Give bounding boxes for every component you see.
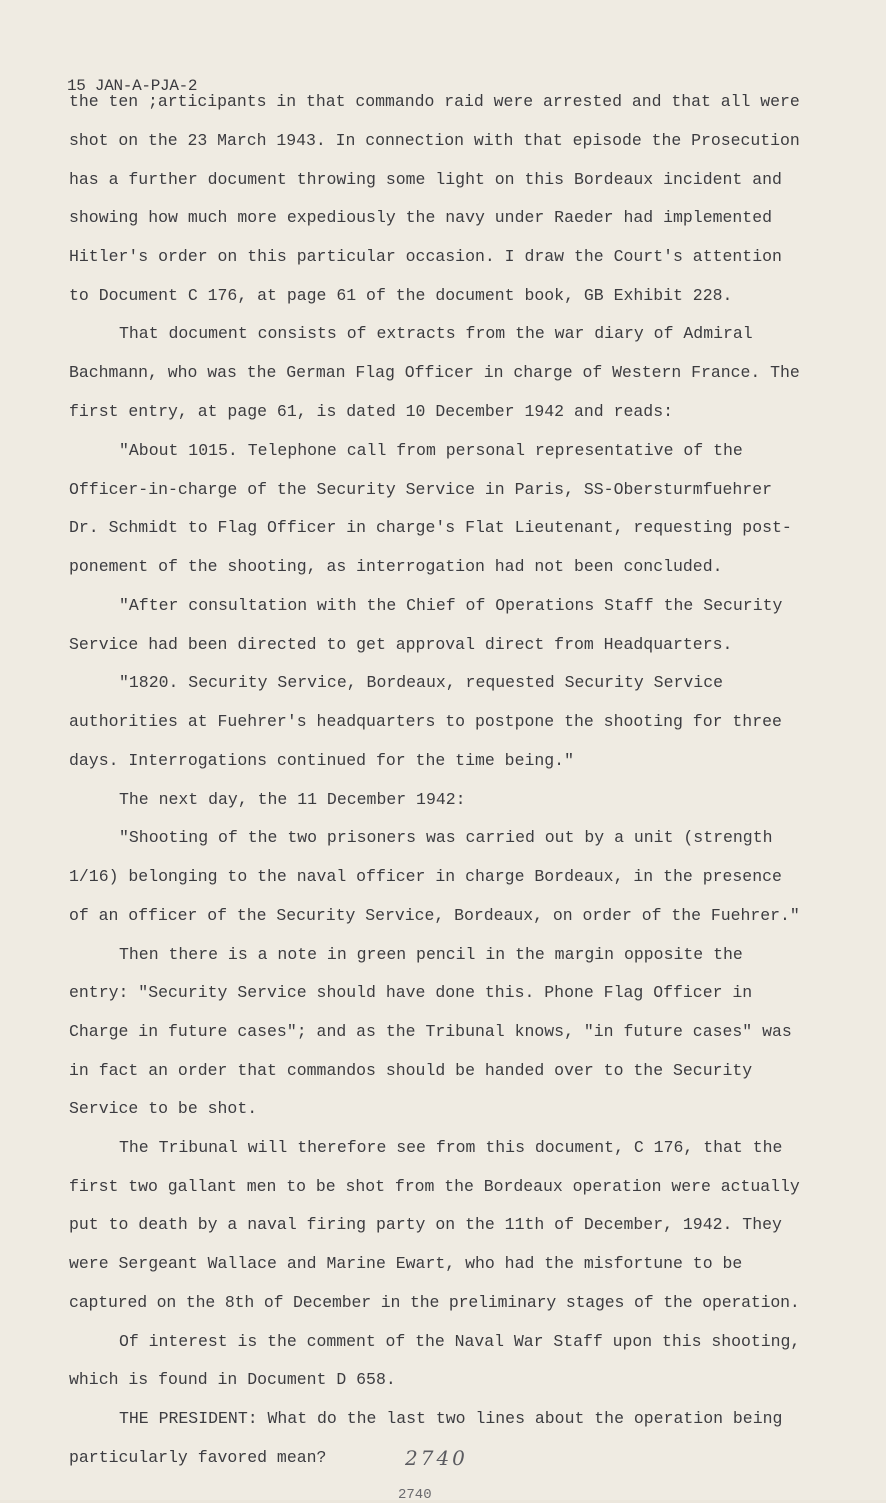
text-line: "1820. Security Service, Bordeaux, requested Security Service xyxy=(119,673,723,692)
text-line: which is found in Document D 658. xyxy=(69,1370,396,1389)
text-line: of an officer of the Security Service, Bordeaux, on order of the Fuehrer." xyxy=(69,906,800,925)
text-line: "About 1015. Telephone call from personal representative of the xyxy=(119,441,743,460)
page-header: 15 JAN-A-PJA-2 xyxy=(67,77,198,95)
text-line: captured on the 8th of December in the preliminary stages of the operation. xyxy=(69,1293,800,1312)
text-line: were Sergeant Wallace and Marine Ewart, who had the misfortune to be xyxy=(69,1254,743,1273)
text-line: the ten ;articipants in that commando raid were arrested and that all were xyxy=(69,92,800,111)
text-line: has a further document throwing some light on this Bordeaux incident and xyxy=(69,170,782,189)
text-line: particularly favored mean? xyxy=(69,1448,327,1467)
text-line: days. Interrogations continued for the time being." xyxy=(69,751,574,770)
handwritten-page-number: 2740 xyxy=(405,1446,468,1470)
text-line: The Tribunal will therefore see from this document, C 176, that the xyxy=(119,1138,783,1157)
text-line: Service had been directed to get approval direct from Headquarters. xyxy=(69,635,733,654)
text-line: THE PRESIDENT: What do the last two lines about the operation being xyxy=(119,1409,783,1428)
text-line: The next day, the 11 December 1942: xyxy=(119,790,466,809)
text-line: "Shooting of the two prisoners was carried out by a unit (strength xyxy=(119,828,773,847)
text-line: entry: "Security Service should have done this. Phone Flag Officer in xyxy=(69,983,753,1002)
text-line: first two gallant men to be shot from the Bordeaux operation were actually xyxy=(69,1177,800,1196)
text-line: "After consultation with the Chief of Operations Staff the Security xyxy=(119,596,783,615)
text-line: put to death by a naval firing party on the 11th of December, 1942. They xyxy=(69,1215,782,1234)
text-line: That document consists of extracts from the war diary of Admiral xyxy=(119,324,753,343)
text-line: shot on the 23 March 1943. In connection with that episode the Prosecution xyxy=(69,131,800,150)
text-line: Dr. Schmidt to Flag Officer in charge's Flat Lieutenant, requesting post- xyxy=(69,518,792,537)
footer-page-number: 2740 xyxy=(398,1487,432,1503)
text-line: Service to be shot. xyxy=(69,1099,258,1118)
text-line: ponement of the shooting, as interrogation had not been concluded. xyxy=(69,557,723,576)
text-line: 1/16) belonging to the naval officer in charge Bordeaux, in the presence xyxy=(69,867,782,886)
text-line: Charge in future cases"; and as the Tribunal knows, "in future cases" was xyxy=(69,1022,792,1041)
text-line: first entry, at page 61, is dated 10 December 1942 and reads: xyxy=(69,402,673,421)
text-line: Hitler's order on this particular occasion. I draw the Court's attention xyxy=(69,247,782,266)
text-line: to Document C 176, at page 61 of the document book, GB Exhibit 228. xyxy=(69,286,733,305)
text-line: authorities at Fuehrer's headquarters to postpone the shooting for three xyxy=(69,712,782,731)
text-line: Of interest is the comment of the Naval War Staff upon this shooting, xyxy=(119,1332,801,1351)
text-line: Bachmann, who was the German Flag Officer in charge of Western France. The xyxy=(69,363,800,382)
text-line: Then there is a note in green pencil in the margin opposite the xyxy=(119,945,743,964)
text-line: showing how much more expediously the navy under Raeder had implemented xyxy=(69,208,773,227)
text-line: Officer-in-charge of the Security Service in Paris, SS-Obersturmfuehrer xyxy=(69,480,773,499)
text-line: in fact an order that commandos should be handed over to the Security xyxy=(69,1061,753,1080)
